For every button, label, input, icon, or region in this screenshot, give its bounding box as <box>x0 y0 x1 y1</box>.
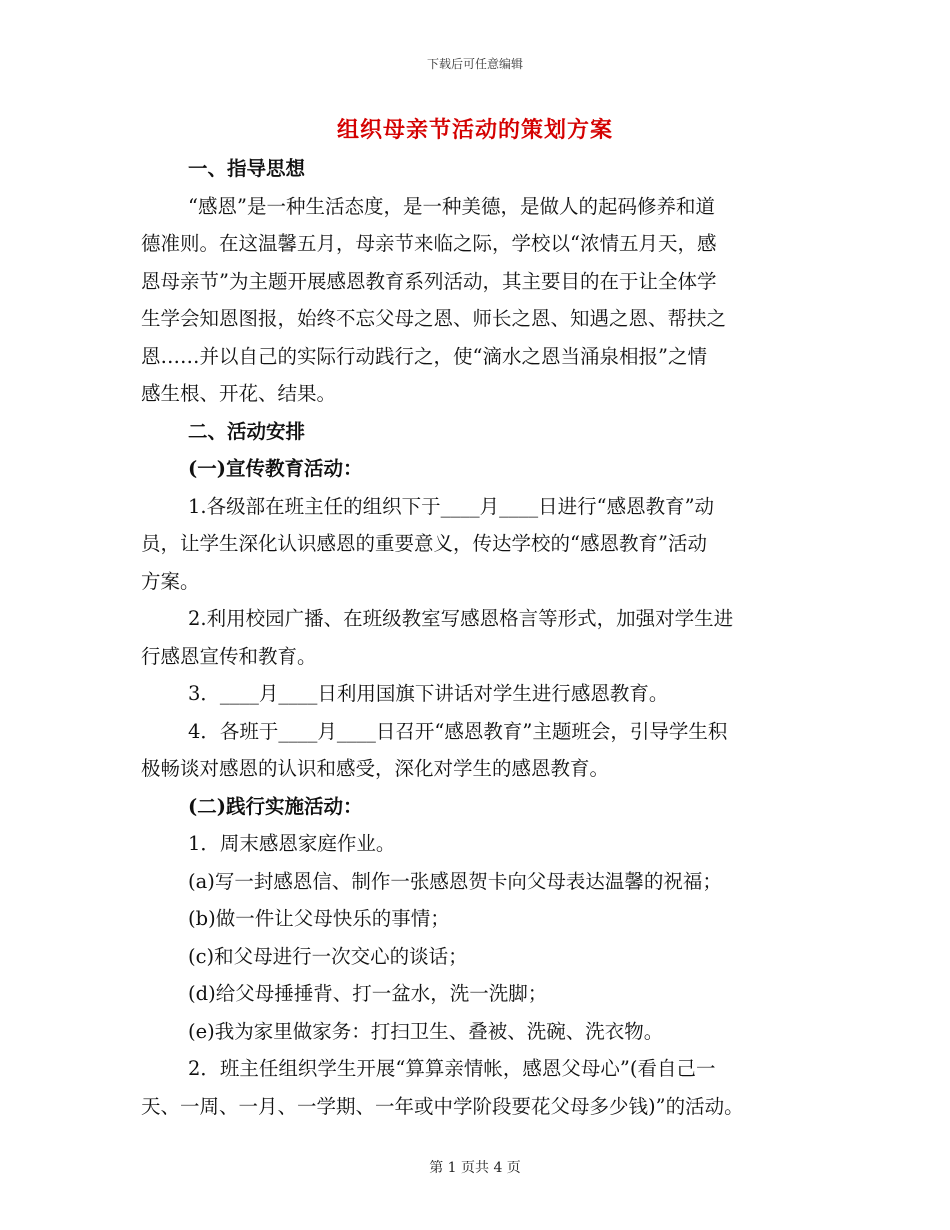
paragraph-line: 员，让学生深化认识感恩的重要意义，传达学校的“感恩教育”活动 <box>141 532 707 555</box>
paragraph-line: 生学会知恩图报，始终不忘父母之恩、师长之恩、知遇之恩、帮扶之 <box>141 307 727 330</box>
list-item: (b)做一件让父母快乐的事情； <box>188 907 450 930</box>
paragraph-line: “感恩”是一种生活态度，是一种美德，是做人的起码修养和道 <box>188 194 715 218</box>
list-item: (e)我为家里做家务：打扫卫生、叠被、洗碗、洗衣物。 <box>188 1019 664 1043</box>
paragraph-line: 恩……并以自己的实际行动践行之，使“滴水之恩当涌泉相报”之情 <box>141 344 707 368</box>
section-heading: 二、活动安排 <box>188 419 306 443</box>
paragraph-line: 4．各班于____月____日召开“感恩教育”主题班会，引导学生积 <box>188 719 728 743</box>
subsection-heading: (一)宣传教育活动： <box>188 457 363 480</box>
paragraph-line: 3．____月____日利用国旗下讲话对学生进行感恩教育。 <box>188 682 669 705</box>
section-heading: 一、指导思想 <box>188 157 306 180</box>
page-header: 下载后可任意编辑 <box>426 57 523 71</box>
paragraph-line: 2.利用校园广播、在班级教室写感恩格言等形式，加强对学生进 <box>188 607 734 630</box>
list-item: (c)和父母进行一次交心的谈话； <box>188 944 468 968</box>
page-footer: 第 1 页共 4 页 <box>429 1160 521 1176</box>
document-body <box>141 150 819 1125</box>
subsection-heading: (二)践行实施活动： <box>188 794 363 818</box>
paragraph-line: 1.各级部在班主任的组织下于____月____日进行“感恩教育”动 <box>188 494 715 518</box>
paragraph-line: 2．班主任组织学生开展“算算亲情帐，感恩父母心”(看自己一 <box>188 1057 716 1080</box>
document-title: 组织母亲节活动的策划方案 <box>336 117 613 143</box>
paragraph-line: 极畅谈对感恩的认识和感受，深化对学生的感恩教育。 <box>141 757 610 780</box>
list-item: (d)给父母捶捶背、打一盆水，洗一洗脚； <box>188 982 548 1005</box>
paragraph-line: 方案。 <box>141 569 200 593</box>
paragraph-line: 恩母亲节”为主题开展感恩教育系列活动，其主要目的在于让全体学 <box>141 269 717 293</box>
paragraph-line: 德准则。在这温馨五月，母亲节来临之际，学校以“浓情五月天，感 <box>141 232 717 255</box>
paragraph-line: 感生根、开花、结果。 <box>141 382 337 405</box>
paragraph-line: 1．周末感恩家庭作业。 <box>188 832 396 855</box>
paragraph-line: 行感恩宣传和教育。 <box>141 644 317 668</box>
paragraph-line: 天、一周、一月、一学期、一年或中学阶段要花父母多少钱)”的活动。 <box>141 1094 744 1118</box>
list-item: (a)写一封感恩信、制作一张感恩贺卡向父母表达温馨的祝福； <box>188 869 722 893</box>
